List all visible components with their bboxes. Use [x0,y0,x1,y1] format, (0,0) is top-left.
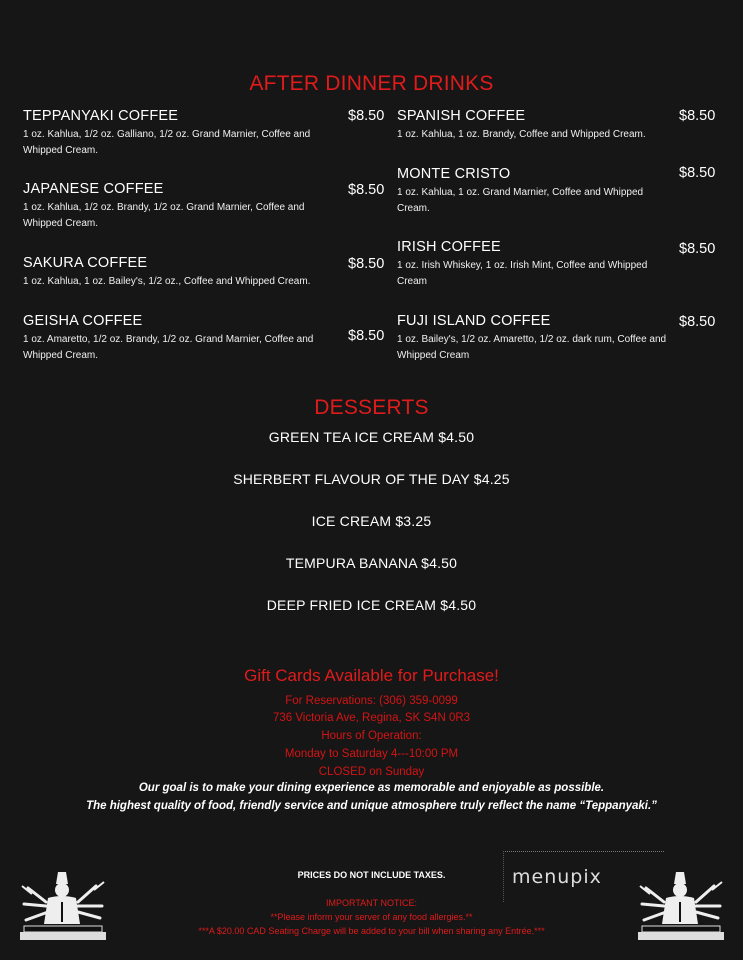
drink-name: MONTE CRISTO [397,166,511,182]
seating-charge-notice: ***A $20.00 CAD Seating Charge will be added to your bill when sharing any Entrée.*** [198,926,545,936]
drink-item [23,255,383,290]
drink-desc: 1 oz. Kahlua, 1/2 oz. Galliano, 1/2 oz. Grand Marnier, Coffee and Whipped Cream. [23,129,311,156]
taxes-note: PRICES DO NOT INCLUDE TAXES. [297,870,446,880]
drink-name: FUJI ISLAND COFFEE [397,313,551,329]
goal-line-2: The highest quality of food, friendly service and unique atmosphere truly reflect the name “Teppanyaki.” [86,800,657,812]
drink-name: TEPPANYAKI COFFEE [23,108,179,124]
drink-price: $8.50 [679,241,716,257]
hours-title: Hours of Operation: [321,730,422,742]
drink-item [23,108,383,159]
drink-price: $8.50 [679,165,716,181]
drink-desc: 1 oz. Kahlua, 1 oz. Grand Marnier, Coffee and Whipped Cream. [397,187,644,214]
closed-line: CLOSED on Sunday [318,766,425,778]
dessert-item: GREEN TEA ICE CREAM $4.50 [268,429,475,445]
drink-item [23,181,383,232]
chef-logo-icon [636,868,726,942]
goal-line-1: Our goal is to make your dining experience as memorable and enjoyable as possible. [138,782,605,794]
desserts-title: DESSERTS [314,396,429,419]
drinks-title: AFTER DINNER DRINKS [249,72,494,95]
drink-name: SAKURA COFFEE [23,255,148,271]
watermark-text: menupix [512,866,602,888]
drink-name: IRISH COFFEE [397,239,501,255]
drink-name: GEISHA COFFEE [23,313,143,329]
notice-title: IMPORTANT NOTICE: [325,898,417,908]
address-line: 736 Victoria Ave, Regina, SK S4N 0R3 [272,712,471,724]
drink-price: $8.50 [348,256,385,272]
dessert-item: ICE CREAM $3.25 [311,513,432,529]
gift-cards-heading: Gift Cards Available for Purchase! [244,666,499,685]
dessert-item: TEMPURA BANANA $4.50 [285,555,458,571]
drink-price: $8.50 [679,108,716,124]
drink-price: $8.50 [679,314,716,330]
drink-desc: 1 oz. Kahlua, 1/2 oz. Brandy, 1/2 oz. Grand Marnier, Coffee and Whipped Cream. [23,202,305,229]
drink-price: $8.50 [348,328,385,344]
drink-desc: 1 oz. Kahlua, 1 oz. Bailey's, 1/2 oz., Coffee and Whipped Cream. [23,276,311,287]
drink-item [23,313,383,364]
drink-desc: 1 oz. Amaretto, 1/2 oz. Brandy, 1/2 oz. Grand Marnier, Coffee and Whipped Cream. [23,334,314,361]
allergy-notice: **Please inform your server of any food allergies.** [270,912,473,922]
drink-price: $8.50 [348,182,385,198]
drink-name: JAPANESE COFFEE [23,181,164,197]
dessert-item: SHERBERT FLAVOUR OF THE DAY $4.25 [233,471,510,487]
dessert-item: DEEP FRIED ICE CREAM $4.50 [266,597,477,613]
chef-logo-icon [18,868,108,942]
hours-line: Monday to Saturday 4---10:00 PM [284,748,459,760]
reservations-line: For Reservations: (306) 359-0099 [285,695,458,707]
drink-desc: 1 oz. Bailey's, 1/2 oz. Amaretto, 1/2 oz. dark rum, Coffee and Whipped Cream [397,334,667,361]
drink-price: $8.50 [348,108,385,124]
drink-desc: 1 oz. Irish Whiskey, 1 oz. Irish Mint, Coffee and Whipped Cream [397,260,648,287]
drink-name: SPANISH COFFEE [397,108,526,124]
drink-desc: 1 oz. Kahlua, 1 oz. Brandy, Coffee and Whipped Cream. [397,129,646,140]
